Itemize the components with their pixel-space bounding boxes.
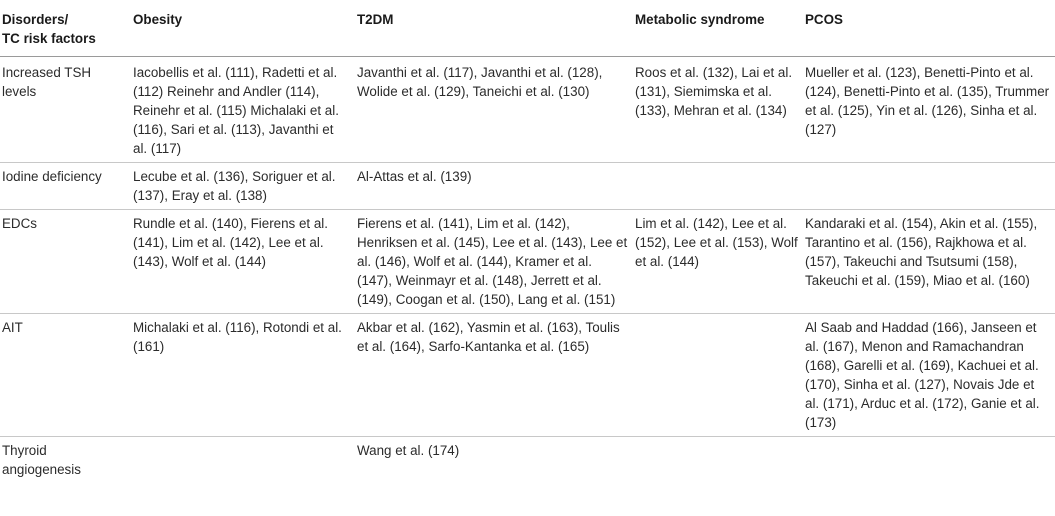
cell-pcos: Mueller et al. (123), Benetti-Pinto et al. (124), Benetti-Pinto et al. (135), Trummer et al. (125), Yin et al. (126), Sinha et al. (127) [805,65,1050,137]
cell-t2dm: Al-Attas et al. (139) [357,169,472,184]
cell-factor: EDCs [2,216,37,231]
cell-factor: Increased TSH levels [2,65,92,99]
header-t2dm: T2DM [357,12,394,27]
table-row [0,163,1055,210]
header-risk-factors: Disorders/ TC risk factors [2,12,96,46]
table-body [0,57,1055,484]
table-row [0,57,1055,163]
cell-t2dm: Wang et al. (174) [357,443,460,458]
cell-metabolic [633,314,803,437]
cell-t2dm: Javanthi et al. (117), Javanthi et al. (128), Wolide et al. (129), Taneichi et al. (130) [357,65,603,99]
cell-t2dm: Fierens et al. (141), Lim et al. (142), Henriksen et al. (145), Lee et al. (143), Lee et al. (146), Wolf et al. (144), Kramer et al. (147), Weinmayr et al. (148), Jerrett et al. (149), Coogan et al. (150), Lang et al. (151) [357,216,628,307]
cell-obesity: Rundle et al. (140), Fierens et al. (141), Lim et al. (142), Lee et al. (143), Wolf et al. (144) [133,216,329,269]
cell-pcos: Kandaraki et al. (154), Akin et al. (155), Tarantino et al. (156), Rajkhowa et al. (157), Takeuchi and Tsutsumi (158), Takeuchi et al. (159), Miao et al. (160) [805,216,1038,288]
cell-pcos: Al Saab and Haddad (166), Janseen et al. (167), Menon and Ramachandran (168), Garelli et al. (169), Kachuei et al. (170), Sinha et al. (127), Novais Jde et al. (171), Arduc et al. (172), Ganie et al. (173) [805,320,1040,430]
table-row [0,314,1055,437]
cell-metabolic [633,437,803,484]
cell-obesity: Lecube et al. (136), Soriguer et al. (137), Eray et al. (138) [133,169,336,203]
cell-factor: Iodine deficiency [2,169,102,184]
cell-pcos [803,163,1055,210]
cell-metabolic: Lim et al. (142), Lee et al. (152), Lee et al. (153), Wolf et al. (144) [635,216,798,269]
cell-factor: AIT [2,320,23,335]
cell-t2dm: Akbar et al. (162), Yasmin et al. (163), Toulis et al. (164), Sarfo-Kantanka et al. (165) [357,320,620,354]
table-row [0,210,1055,314]
header-row [0,0,1055,57]
header-obesity: Obesity [133,12,183,27]
cell-metabolic [633,163,803,210]
header-metabolic-syndrome: Metabolic syndrome [635,12,765,27]
cell-obesity: Iacobellis et al. (111), Radetti et al. (112) Reinehr and Andler (114), Reinehr et al. (115) Michalaki et al. (116), Sari et al. (113), Javanthi et al. (117) [133,65,339,156]
cell-factor: Thyroid angiogenesis [2,443,81,477]
cell-metabolic: Roos et al. (132), Lai et al. (131), Siemimska et al. (133), Mehran et al. (134) [635,65,793,118]
table-header [0,0,1055,57]
header-pcos: PCOS [805,12,843,27]
cell-pcos [803,437,1055,484]
cell-obesity [131,437,355,484]
table-row [0,437,1055,484]
cell-obesity: Michalaki et al. (116), Rotondi et al. (161) [133,320,342,354]
